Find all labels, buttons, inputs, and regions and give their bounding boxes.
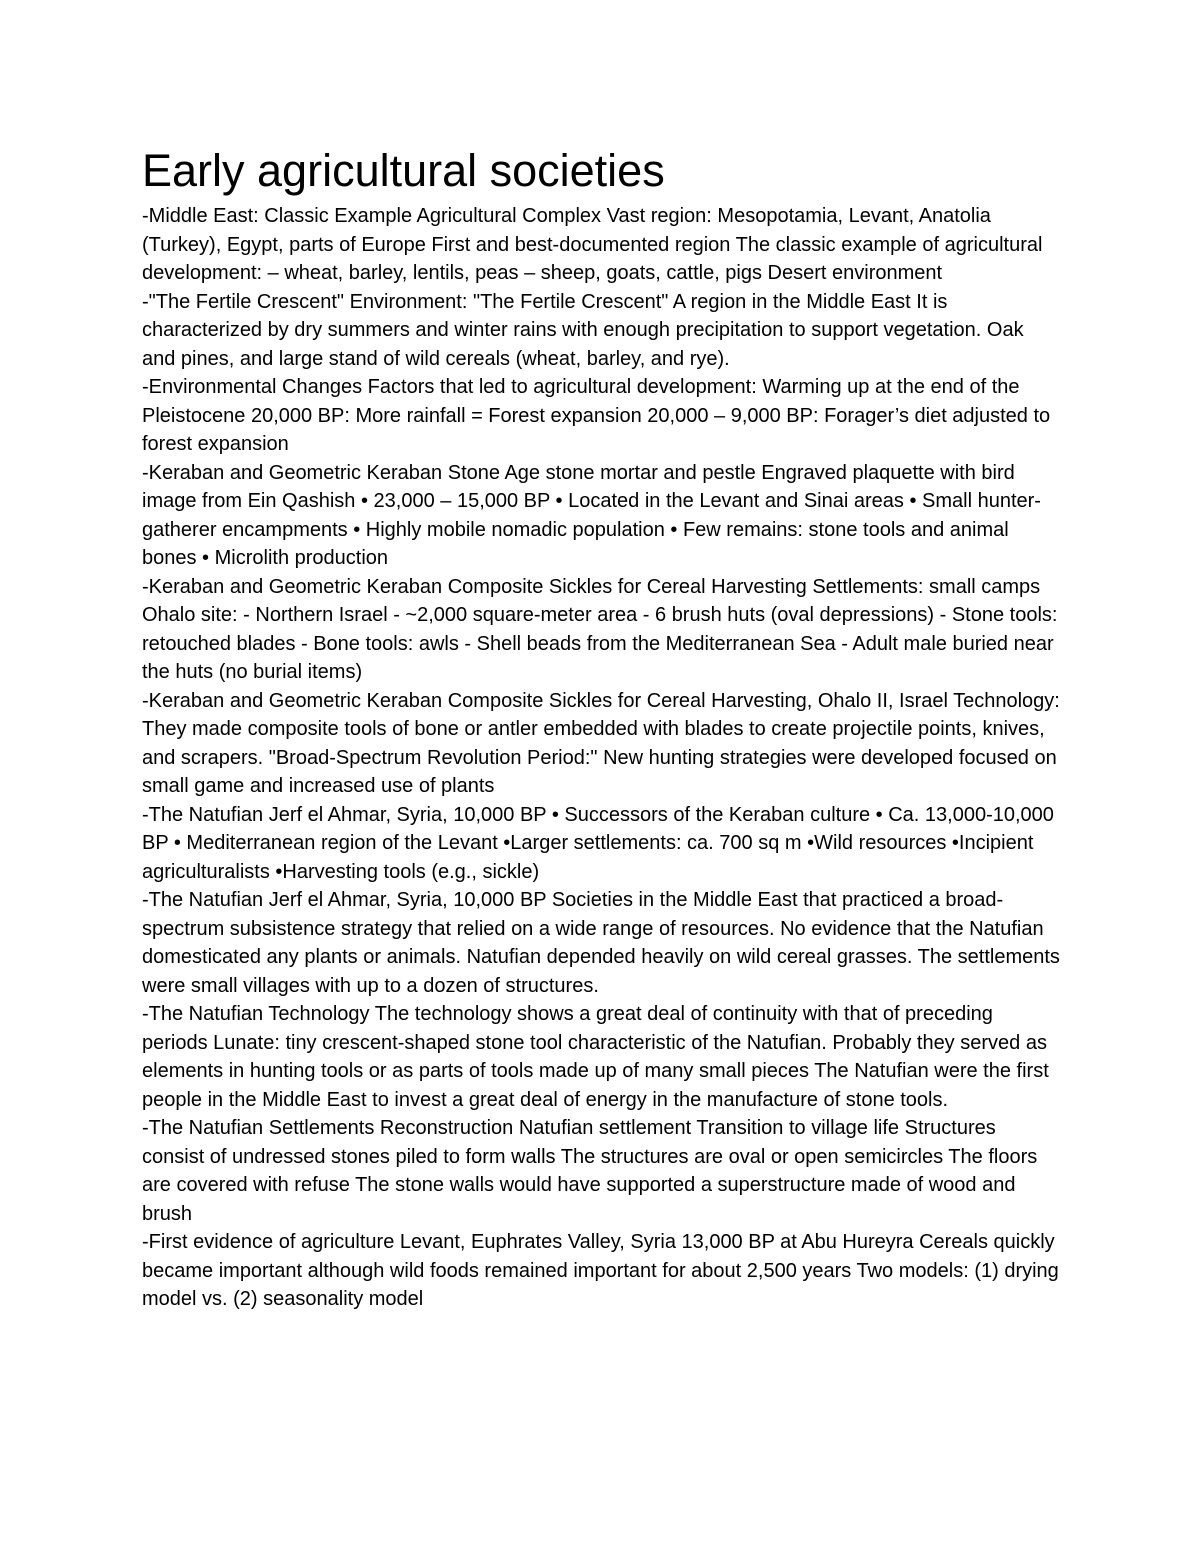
paragraph-keraban-technology: -Keraban and Geometric Keraban Composite Sickles for Cereal Harvesting, Ohalo II, Israel Technology: They made composite tools of bone or antler embedded with blades to create projectile points, knives, and scrapers. "Broad-Spectrum Revolution Period:" New hunting strategies were developed focused on small game and increased use of plants (142, 689, 1060, 797)
paragraph-fertile-crescent: -"The Fertile Crescent" Environment: "The Fertile Crescent" A region in the Middle East It is characterized by dry summers and winter rains with enough precipitation to support vegetation. Oak and pines, and large stand of wild cereals (wheat, barley, and rye). (142, 290, 1024, 370)
paragraph-natufian-settlements: -The Natufian Settlements Reconstruction Natufian settlement Transition to village life Structures consist of undressed stones piled to form walls The structures are oval or open semicircles The floors are covered with refuse The stone walls would have supported a superstructure made of wood and brush (142, 1117, 1038, 1225)
document-title: Early agricultural societies (142, 145, 665, 196)
paragraph-natufian-technology: -The Natufian Technology The technology shows a great deal of continuity with that of preceding periods Lunate: tiny crescent-shaped stone tool characteristic of the Natufian. Probably they served as elements in hunting tools or as parts of tools made up of many small pieces The Natufian were the first people in the Middle East to invest a great deal of energy in the manufacture of stone tools. (142, 1003, 1049, 1111)
paragraph-middle-east: -Middle East: Classic Example Agricultural Complex Vast region: Mesopotamia, Levant, Anatolia (Turkey), Egypt, parts of Europe First and best-documented region The classic example of agricultural development: – wheat, barley, lentils, peas – sheep, goats, cattle, pigs Desert environment (142, 205, 1043, 284)
paragraph-environmental-changes: -Environmental Changes Factors that led to agricultural development: Warming up at the end of the Pleistocene 20,000 BP: More rainfall = Forest expansion 20,000 – 9,000 BP: Forager’s diet adjusted to forest expansion (142, 376, 1051, 455)
document-page (142, 142, 1062, 1314)
paragraph-keraban-settlements: -Keraban and Geometric Keraban Composite Sickles for Cereal Harvesting Settlements: small camps Ohalo site: - Northern Israel - ~2,000 square-meter area - 6 brush huts (oval depressions) - Stone tools: retouched blades - Bone tools: awls - Shell beads from the Mediterranean Sea - Adult male buried near the huts (no burial items) (142, 575, 1058, 683)
paragraph-natufian-overview: -The Natufian Jerf el Ahmar, Syria, 10,000 BP • Successors of the Keraban culture • Ca. 13,000-10,000 BP • Mediterranean region of the Levant •Larger settlements: ca. 700 sq m •Wild resources •Incipient agriculturalists •Harvesting tools (e.g., sickle) (142, 803, 1054, 883)
paragraph-first-evidence-agriculture: -First evidence of agriculture Levant, Euphrates Valley, Syria 13,000 BP at Abu Hureyra Cereals quickly became important although wild foods remained important for about 2,500 years Two models: (1) drying model vs. (2) seasonality model (142, 1231, 1059, 1310)
paragraph-natufian-societies: -The Natufian Jerf el Ahmar, Syria, 10,000 BP Societies in the Middle East that practiced a broad-spectrum subsistence strategy that relied on a wide range of resources. No evidence that the Natufian domesticated any plants or animals. Natufian depended heavily on wild cereal grasses. The settlements were small villages with up to a dozen of structures. (142, 889, 1060, 997)
paragraph-keraban-stone-age: -Keraban and Geometric Keraban Stone Age stone mortar and pestle Engraved plaquette with bird image from Ein Qashish • 23,000 – 15,000 BP • Located in the Levant and Sinai areas • Small hunter-gatherer encampments • Highly mobile nomadic population • Few remains: stone tools and animal bones • Microlith production (142, 461, 1041, 569)
